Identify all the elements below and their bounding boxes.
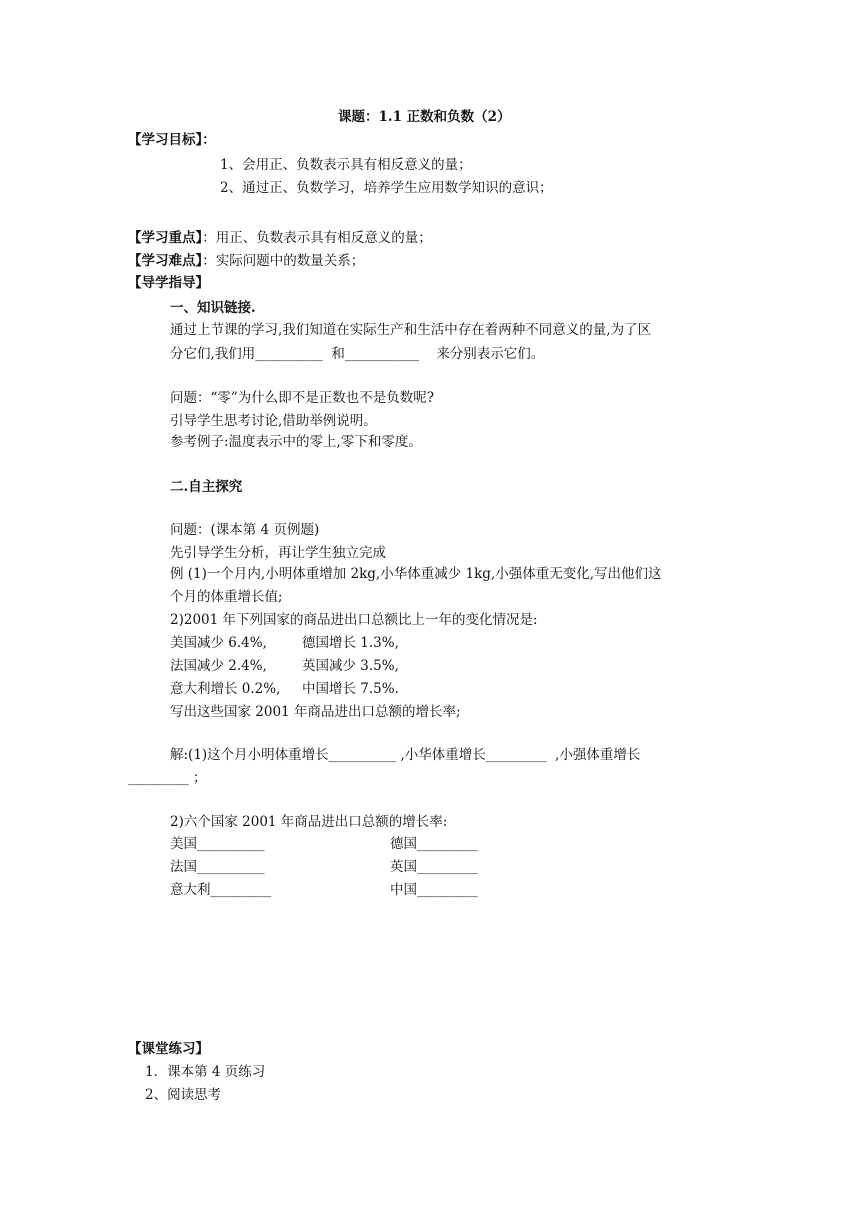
difficulty-text: ：实际问题中的数量关系； <box>202 253 365 269</box>
guide-heading: 【导学指导】 <box>128 275 209 291</box>
section2-intro: 先引导学生分析，再让学生独立完成 <box>170 545 386 561</box>
answer-blank-usa[interactable]: __________ <box>197 836 265 852</box>
answer-blank-positive[interactable]: __________ <box>255 346 323 362</box>
answer-blank-china[interactable]: _________ <box>417 882 478 898</box>
goal-item-2: 2、通过正、负数学习，培养学生应用数学知识的意识； <box>220 180 553 196</box>
practice-heading: 【课堂练习】 <box>128 1041 209 1057</box>
solution1-line1 <box>170 745 640 765</box>
country-change-germany: 德国增长 1.3%, <box>302 635 399 651</box>
difficulty-line <box>128 251 364 271</box>
answer-blank-germany[interactable]: _________ <box>417 836 478 852</box>
country-change-usa: 美国减少 6.4%, <box>170 635 267 651</box>
practice-item-1: 1．课本第 4 页练习 <box>145 1064 266 1080</box>
answer-blank-negative[interactable]: ___________ <box>344 346 420 362</box>
solution1-part-b: ,小华体重增长 <box>400 747 486 763</box>
focus-heading: 【学习重点】 <box>128 230 203 246</box>
answer-blank-xiaoming[interactable]: __________ <box>328 747 397 763</box>
answer-blank-france[interactable]: __________ <box>197 859 265 875</box>
section1-line2 <box>170 344 544 364</box>
example1-line1: 例 (1)一个月内,小明体重增加 2kg,小华体重减少 1kg,小强体重无变化,写出他们这 <box>170 566 662 582</box>
country-label: 德国 <box>390 836 417 852</box>
focus-text: ：用正、负数表示具有相反意义的量； <box>202 230 432 246</box>
section1-heading: 一、知识链接. <box>170 300 256 316</box>
page-title: 课题：1.1 正数和负数（2） <box>338 109 511 125</box>
country-change-uk: 英国减少 3.5%, <box>302 658 399 674</box>
example1-line2: 个月的体重增长值; <box>170 589 283 605</box>
example-reference: 参考例子:温度表示中的零上,零下和零度。 <box>170 434 422 450</box>
answer-blank-uk[interactable]: _________ <box>417 859 478 875</box>
solution1-line2 <box>128 768 207 788</box>
answer-row-italy <box>170 880 271 900</box>
answer-row-uk <box>390 857 478 877</box>
section1-line1: 通过上节课的学习,我们知道在实际生产和生活中存在着两种不同意义的量,为了区 <box>170 322 652 338</box>
section2-question: 问题：(课本第 4 页例题) <box>170 522 320 538</box>
solution1-part-a: 解:(1)这个月小明体重增长 <box>170 747 329 763</box>
goals-heading-label: 【学习目标】 <box>128 132 203 148</box>
line2-part-c: 来分别表示它们。 <box>436 346 545 362</box>
answer-blank-xiaoqiang[interactable]: _________ <box>128 770 189 786</box>
goal-item-1: 1、会用正、负数表示具有相反意义的量； <box>220 157 472 173</box>
discussion-guide: 引导学生思考讨论,借助举例说明。 <box>170 413 377 429</box>
line2-part-b: 和 <box>331 346 345 362</box>
line2-part-a: 分它们,我们用 <box>170 346 256 362</box>
example2-line1: 2)2001 年下列国家的商品进出口总额比上一年的变化情况是: <box>170 612 538 628</box>
country-change-china: 中国增长 7.5%. <box>302 681 399 697</box>
example2-task: 写出这些国家 2001 年商品进出口总额的增长率; <box>170 704 461 720</box>
country-label: 英国 <box>390 859 417 875</box>
goals-heading <box>128 130 216 150</box>
zero-question: 问题：“零”为什么即不是正数也不是负数呢? <box>170 390 435 406</box>
country-change-france: 法国减少 2.4%, <box>170 658 267 674</box>
answer-blank-xiaohua[interactable]: _________ <box>485 747 547 763</box>
answer-row-usa <box>170 834 265 854</box>
practice-item-2: 2、阅读思考 <box>145 1087 222 1103</box>
answer-row-china <box>390 880 478 900</box>
country-label: 法国 <box>170 859 197 875</box>
solution1-part-c: ,小强体重增长 <box>555 747 641 763</box>
difficulty-heading: 【学习难点】 <box>128 253 203 269</box>
focus-line <box>128 228 432 248</box>
answer-blank-italy[interactable]: _________ <box>210 882 272 898</box>
country-label: 美国 <box>170 836 197 852</box>
section2-heading: 二.自主探究 <box>170 479 243 495</box>
country-label: 意大利 <box>170 882 211 898</box>
solution1-end: ； <box>193 770 207 786</box>
country-change-italy: 意大利增长 0.2%, <box>170 681 281 697</box>
solution2-heading: 2)六个国家 2001 年商品进出口总额的增长率: <box>170 814 448 830</box>
country-label: 中国 <box>390 882 417 898</box>
goals-colon: ： <box>202 132 216 148</box>
answer-row-germany <box>390 834 478 854</box>
answer-row-france <box>170 857 265 877</box>
